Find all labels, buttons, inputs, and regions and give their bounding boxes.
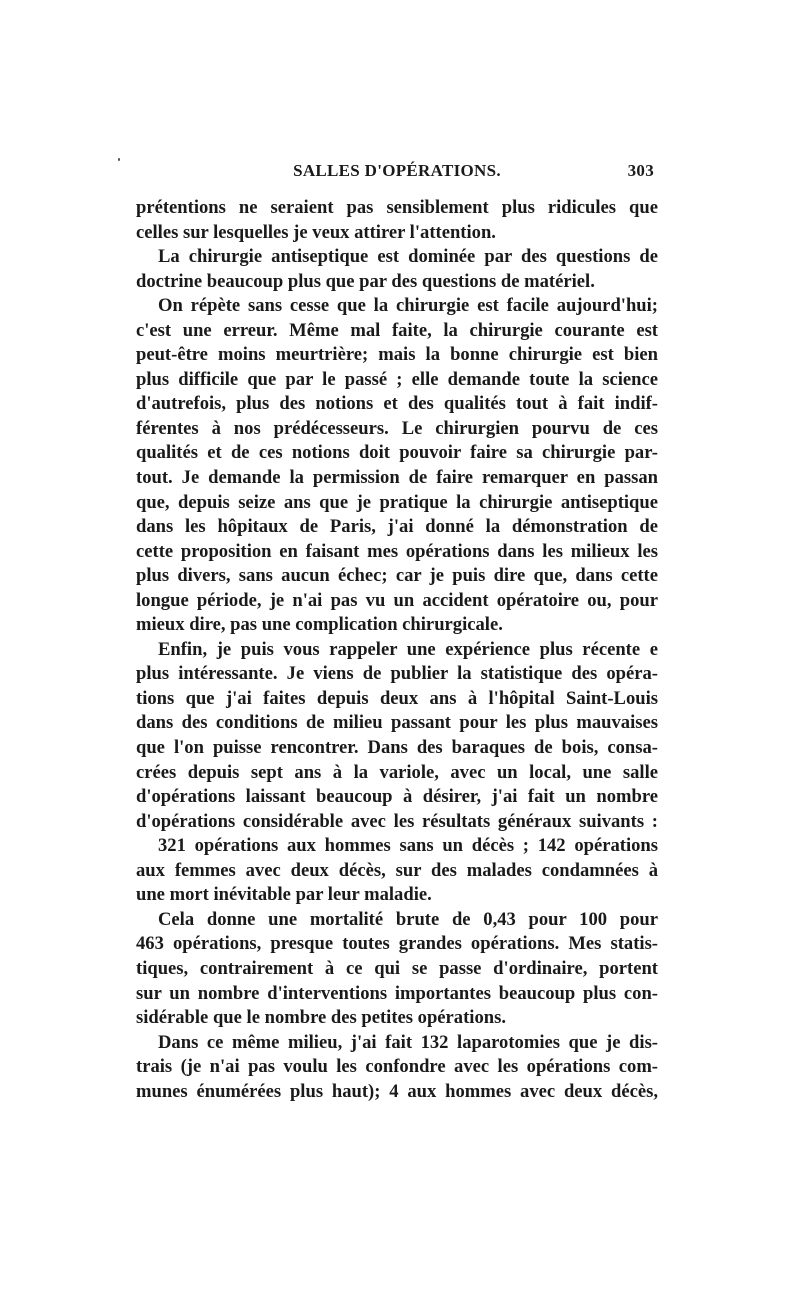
text-line: plus intéressante. Je viens de publier la statistique des opéra-	[136, 663, 658, 685]
text-line: plus difficile que par le passé ; elle demande toute la science	[136, 368, 658, 390]
text-line: férentes à nos prédécesseurs. Le chirurgien pourvu de ces	[136, 417, 658, 439]
body-text	[136, 196, 658, 1104]
text-line: d'opérations laissant beaucoup à désirer, j'ai fait un nombre	[136, 786, 658, 808]
text-line: Dans ce même milieu, j'ai fait 132 laparotomies que je dis-	[158, 1031, 658, 1053]
print-speck	[118, 158, 120, 161]
text-line: prétentions ne seraient pas sensiblement plus ridicules que	[136, 197, 658, 218]
text-line: dans des conditions de milieu passant pour les plus mauvaises	[136, 712, 658, 734]
text-line: crées depuis sept ans à la variole, avec un local, une salle	[136, 761, 658, 783]
text-line: aux femmes avec deux décès, sur des malades condamnées à	[136, 859, 658, 881]
text-line: Cela donne une mortalité brute de 0,43 pour 100 pour	[158, 908, 658, 930]
text-line: tout. Je demande la permission de faire remarquer en passan	[136, 467, 658, 489]
text-line: tions que j'ai faites depuis deux ans à l'hôpital Saint-Louis	[136, 687, 658, 709]
text-line: On répète sans cesse que la chirurgie est facile aujourd'hui;	[158, 295, 658, 317]
text-line: une mort inévitable par leur maladie.	[136, 884, 432, 906]
text-line: c'est une erreur. Même mal faite, la chirurgie courante est	[136, 319, 658, 341]
text-line: plus divers, sans aucun échec; car je puis dire que, dans cette	[136, 565, 658, 587]
text-line: trais (je n'ai pas voulu les confondre avec les opérations com-	[136, 1056, 658, 1078]
text-line: La chirurgie antiseptique est dominée par des questions de	[158, 246, 658, 268]
page-number: 303	[627, 161, 654, 180]
text-line: sur un nombre d'interventions importantes beaucoup plus con-	[136, 982, 658, 1004]
page-header	[136, 161, 658, 191]
text-line: que l'on puisse rencontrer. Dans des baraques de bois, consa-	[136, 737, 658, 759]
text-line: doctrine beaucoup plus que par des questions de matériel.	[136, 270, 595, 292]
text-line: 321 opérations aux hommes sans un décès ; 142 opérations	[158, 835, 658, 857]
text-line: dans les hôpitaux de Paris, j'ai donné la démonstration de	[136, 516, 658, 538]
text-line: munes énumérées plus haut); 4 aux hommes avec deux décès,	[136, 1080, 658, 1102]
text-line: sidérable que le nombre des petites opérations.	[136, 1007, 506, 1029]
running-title: SALLES D'OPÉRATIONS.	[293, 161, 501, 180]
text-line: d'autrefois, plus des notions et des qualités tout à fait indif-	[136, 393, 658, 415]
text-line: peut-être moins meurtrière; mais la bonne chirurgie est bien	[136, 344, 658, 366]
text-line: Enfin, je puis vous rappeler une expérience plus récente e	[158, 638, 658, 660]
text-line: d'opérations considérable avec les résultats généraux suivants :	[136, 810, 658, 832]
text-line: longue période, je n'ai pas vu un accident opératoire ou, pour	[136, 589, 658, 611]
text-line: cette proposition en faisant mes opérations dans les milieux les	[136, 540, 658, 562]
text-line: que, depuis seize ans que je pratique la chirurgie antiseptique	[136, 491, 658, 513]
text-line: mieux dire, pas une complication chirurgicale.	[136, 614, 503, 636]
text-line: qualités et de ces notions doit pouvoir faire sa chirurgie par-	[136, 442, 658, 464]
text-line: tiques, contrairement à ce qui se passe d'ordinaire, portent	[136, 957, 658, 979]
text-line: 463 opérations, presque toutes grandes opérations. Mes statis-	[136, 933, 658, 955]
text-line: celles sur lesquelles je veux attirer l'attention.	[136, 221, 496, 243]
